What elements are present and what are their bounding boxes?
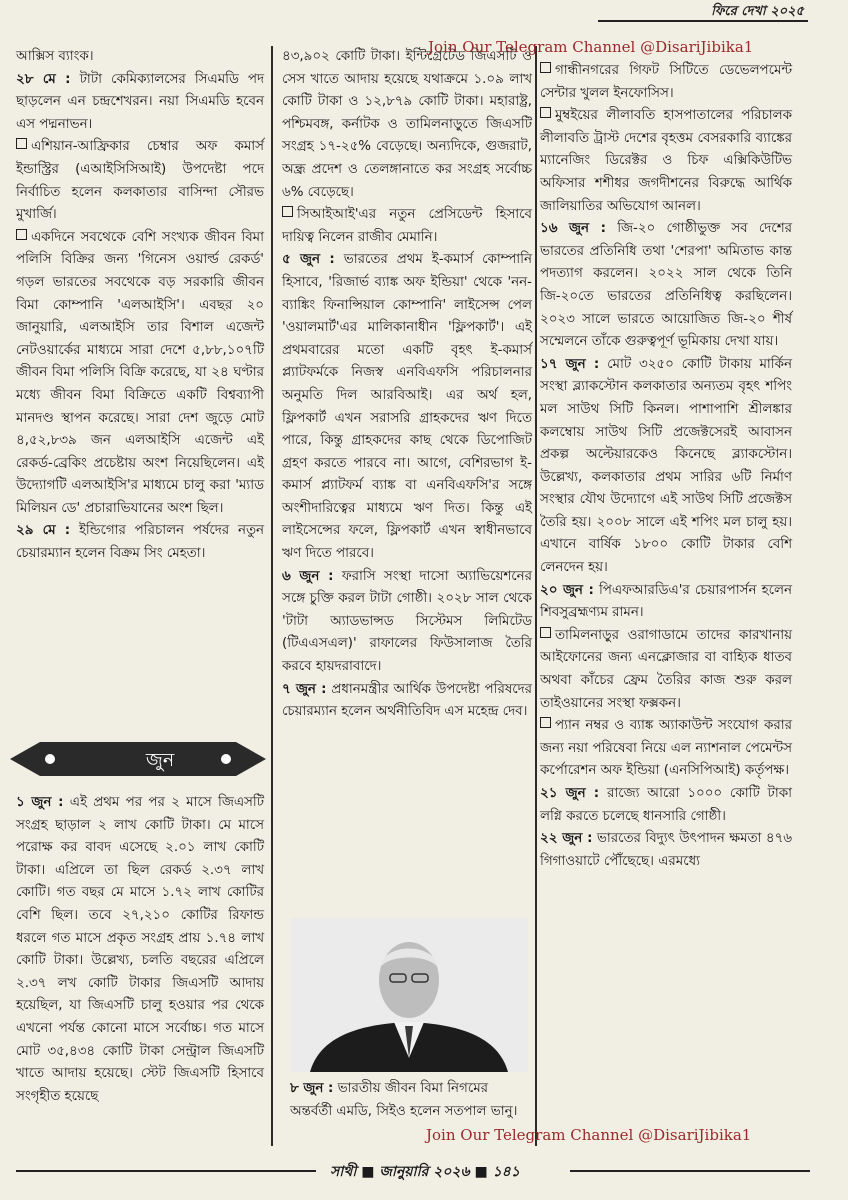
news-item: এশিয়ান-আফ্রিকার চেম্বার অফ কমার্স ইন্ডাস্ট্রির (এআইসিসিআই) উপদেষ্টা পদে নির্বাচিত হলেন কলকাতার বাসিন্দা সৌরভ মুখার্জি। <box>16 139 264 223</box>
banner-dot-icon <box>221 754 231 764</box>
page-header-title: ফিরে দেখা ২০২৫ <box>711 4 804 19</box>
column-divider-1 <box>271 46 273 1146</box>
news-item: গান্ধীনগরের গিফট সিটিতে ডেভেলপমেন্ট সেন্টার খুলল ইনফোসিস। <box>540 63 792 101</box>
banner-dot-icon <box>45 754 55 764</box>
checkbox-square-icon <box>282 206 293 217</box>
telegram-watermark: Join Our Telegram Channel @DisariJibika1 <box>426 1126 752 1144</box>
text-paragraph: আক্সিস ব্যাংক। <box>16 49 94 64</box>
checkbox-square-icon <box>540 717 551 728</box>
checkbox-square-icon <box>540 62 551 73</box>
header-rule <box>598 20 808 22</box>
news-item: ২১ জুন : রাজ্যে আরো ১০০০ কোটি টাকা লগ্নি করতে চলেছে ধানসারি গোষ্ঠী। <box>540 786 792 824</box>
month-banner <box>10 742 266 776</box>
column-divider-2 <box>535 46 537 1146</box>
checkbox-square-icon <box>16 229 27 240</box>
checkbox-square-icon <box>16 138 27 149</box>
news-item: সিআইআই'এর নতুন প্রেসিডেন্ট হিসাবে দায়িত্ব নিলেন রাজীব মেমানি। <box>282 207 532 245</box>
column-1 <box>16 46 264 566</box>
news-item: একদিনে সবথেকে বেশি সংখ্যক জীবন বিমা পলিসি বিক্রির জন্য 'গিনেস ওয়ার্ল্ড রেকর্ড' গড়ল ভারতের সবথেকে বড় সরকারি জীবন বিমা কোম্পানি 'এলআইসি'। এবছর ২০ জানুয়ারি, এলআইসি তার বিশাল এজেন্ট নেটওয়ার্কের মাধ্যমে সারা দেশে ৫,৮৮,১০৭টি জীবন বিমা পলিসি বিক্রি করেছে, যা ২৪ ঘণ্টার মধ্যে জীবন বিমা বিক্রিতে একটি বিশ্বব্যাপী মানদণ্ড স্থাপন করেছে। সারা দেশ জুড়ে মোট ৪,৫২,৮৩৯ জন এলআইসি এজেন্ট এই রেকর্ড-ব্রেকিং প্রচেষ্টায় অংশ নিয়েছিলেন। এই উদ্যোগটি এলআইসি'র মাধ্যমে চালু করা 'ম্যাড মিলিয়ন ডে' প্রচারাভিযানের অংশ ছিল। <box>16 229 264 516</box>
checkbox-square-icon <box>540 107 551 118</box>
news-item: প্যান নম্বর ও ব্যাঙ্ক অ্যাকাউন্ট সংযোগ করার জন্য নয়া পরিষেবা নিয়ে এল ন্যাশনাল পেমেন্টস কর্পোরেশন অফ ইন্ডিয়া (এনসিপিআই) কর্তৃপক্ষ। <box>540 718 792 779</box>
footer-rule <box>570 1170 810 1172</box>
news-item: ১৬ জুন : জি-২০ গোষ্ঠীভুক্ত সব দেশের ভারতের প্রতিনিধি তথা 'শেরপা' অমিতাভ কান্ত পদত্যাগ করলেন। ২০২২ সাল থেকে তিনি জি-২০তে ভারতের প্রতিনিধিত্ব করছিলেন। ২০২৩ সালে ভারতে আয়োজিত জি-২০ শীর্ষ সম্মেলনে তাঁকে গুরুত্বপূর্ণ ভূমিকায় দেখা যায়। <box>540 221 792 350</box>
column-3 <box>540 60 792 873</box>
news-item: ২২ জুন : ভারতের বিদ্যুৎ উৎপাদন ক্ষমতা ৪৭৬ গিগাওয়াটে পৌঁছেছে। এরমধ্যে <box>540 831 792 869</box>
portrait-photo <box>290 918 528 1072</box>
news-item: ২০ জুন : পিএফআরডিএ'র চেয়ারপার্সন হলেন শিবসুব্রহ্মণ্যম রামন। <box>540 582 792 621</box>
month-label: জুন <box>145 749 175 771</box>
footer-rule <box>16 1170 316 1172</box>
column-1-lower <box>16 792 264 1108</box>
news-item: মুম্বইয়ের লীলাবতি হাসপাতালের পরিচালক লীলাবতি ট্রাস্ট দেশের বৃহত্তম বেসরকারি ব্যাঙ্কের ম্যানেজিং ডিরেক্টর ও চিফ এক্সিকিউটিভ অফিসার শশীধর জগদীশনের বিরুদ্ধে আর্থিক জালিয়াতির অভিযোগ আনল। <box>540 108 792 214</box>
photo-caption: ৮ জুন : ভারতীয় জীবন বিমা নিগমের অন্তর্বর্তী এমডি, সিইও হলেন সতপাল ভানু। <box>290 1081 518 1119</box>
news-item: ১ জুন : এই প্রথম পর পর ২ মাসে জিএসটি সংগ্রহ ছাড়াল ২ লাখ কোটি টাকা। মে মাসে পরোক্ষ কর বাবদ এসেছে ২.০১ লাখ কোটি টাকা। এপ্রিলে তা ছিল রেকর্ড ২.৩৭ লাখ কোটি। গত বছর মে মাসে ১.৭২ লাখ কোটির বেশি ছিল। তবে ২৭,২১০ কোটির রিফান্ড ধরলে গত মাসে প্রকৃত সংগ্রহ প্রায় ১.৭৪ লাখ কোটি টাকা। উল্লেখ্য, চলতি বছরের এপ্রিলে ২.৩৭ লখ কোটি টাকার জিএসটি আদায় হয়েছিল, যা জিএসটি চালু হওয়ার পর থেকে এখনো পর্যন্ত কোনো মাসে সর্বোচ্চ। গত মাসে মোট ৩৫,৪৩৪ কোটি টাকা সেন্ট্রাল জিএসটি খাতে আদায় হয়েছে। স্টেট জিএসটি হিসাবে সংগৃহীত হয়েছে <box>16 795 264 1104</box>
page-footer: সাথী ■ জানুয়ারি ২০২৬ ■ ১৪১ <box>330 1164 520 1180</box>
news-item: ৫ জুন : ভারতের প্রথম ই-কমার্স কোম্পানি হিসাবে, 'রিজার্ভ ব্যাঙ্ক অফ ইন্ডিয়া' থেকে 'নন-ব্যাঙ্কিং ফিনান্সিয়াল কোম্পানি' লাইসেন্স পেল 'ওয়ালমার্ট'এর মালিকানাধীন 'ফ্লিপকার্ট'। এই প্রথমবারের মতো একটি বৃহৎ ই-কমার্স প্ল্যাটফর্মকে নিজস্ব এনবিএফসি পরিচালনার অনুমতি দিল আরবিআই। এর অর্থ হল, ফ্লিপকার্ট এখন সরাসরি গ্রাহকদের ঋণ দিতে পারে, কিন্তু গ্রাহকদের কাছ থেকে ডিপোজিট গ্রহণ করতে পারবে না। আগে, বেশিরভাগ ই-কমার্স প্ল্যাটফর্ম ব্যাঙ্ক বা এনবিএফসি'র সঙ্গে অংশীদারিত্বের মাধ্যমে ঋণ দিত। কিন্তু এই লাইসেন্সের ফলে, ফ্লিপকার্ট এখন স্বাধীনভাবে ঋণ দিতে পারবে। <box>282 252 532 562</box>
telegram-watermark: Join Our Telegram Channel @DisariJibika1 <box>428 38 754 56</box>
column-2 <box>282 46 532 724</box>
checkbox-square-icon <box>540 627 551 638</box>
news-item: তামিলনাড়ুর ওরাগাডামে তাদের কারখানায় আইফোনের জন্য এনক্লোজার বা বাহ্যিক ধাতব অথবা কাঁচের ফ্রেম তৈরির কাজ শুরু করল তাইওয়ানের সংস্থা ফক্সকন। <box>540 627 792 711</box>
news-item: ৪৩,৯০২ কোটি টাকা। ইন্টিগ্রেটেড জিএসটি ও সেস খাতে আদায় হয়েছে যথাক্রমে ১.০৯ লাখ কোটি টাকা ও ১২,৮৭৯ কোটি টাকা। মহারাষ্ট্র, পশ্চিমবঙ্গ, কর্নাটক ও তামিলনাড়ুতে জিএসটি সংগ্রহ ১৭-২৫% বেড়েছে। অন্যদিকে, গুজরাট, অন্ধ্র প্রদেশ ও তেলঙ্গানাতে কর সংগ্রহ সর্বোচ্চ ৬% বেড়েছে। <box>282 49 532 200</box>
news-item: ১৭ জুন : মোট ৩২৫০ কোটি টাকায় মার্কিন সংস্থা ব্ল্যাকস্টোন কলকাতার অন্যতম বৃহৎ শপিং মল সাউথ সিটি কিনল। পাশাপাশি শ্রীলঙ্কার কলম্বোয় সাউথ সিটি প্রজেক্টসেরই আবাসন প্রকল্প অল্টেয়ারকেও কিনেছে ব্ল্যাকস্টোন। উল্লেখ্য, কলকাতার প্রথম সারির ৬টি নির্মাণ সংস্থার যৌথ উদ্যোগে এই সাউথ সিটি প্রজেক্টস তৈরি হয়। ২০০৮ সালে এই শপিং মল চালু হয়। এখানে বার্ষিক ১৮০০ কোটি টাকার বেশি লেনদেন হয়। <box>540 356 792 576</box>
news-item: ২৮ মে : টাটা কেমিক্যালসের সিএমডি পদ ছাড়লেন এন চন্দ্রশেখরন। নয়া সিএমডি হবেন এস পদ্মনাভন। <box>16 71 265 132</box>
news-item: ৭ জুন : প্রধানমন্ত্রীর আর্থিক উপদেষ্টা পরিষদের চেয়ারম্যান হলেন অর্থনীতিবিদ এস মহেন্দ্র দেব। <box>282 681 532 720</box>
news-item: ৬ জুন : ফরাসি সংস্থা দাসো অ্যাভিয়েশনের সঙ্গে চুক্তি করল টাটা গোষ্ঠী। ২০২৮ সাল থেকে 'টাটা অ্যাডভান্সড সিস্টেমস লিমিটেড (টিএএসএল)' রাফালের ফিউসালাজ তৈরি করবে হায়দরাবাদে। <box>282 568 532 675</box>
news-item: ২৯ মে : ইন্ডিগোর পরিচালন পর্ষদের নতুন চেয়ারম্যান হলেন বিক্রম সিং মেহতা। <box>16 523 264 562</box>
